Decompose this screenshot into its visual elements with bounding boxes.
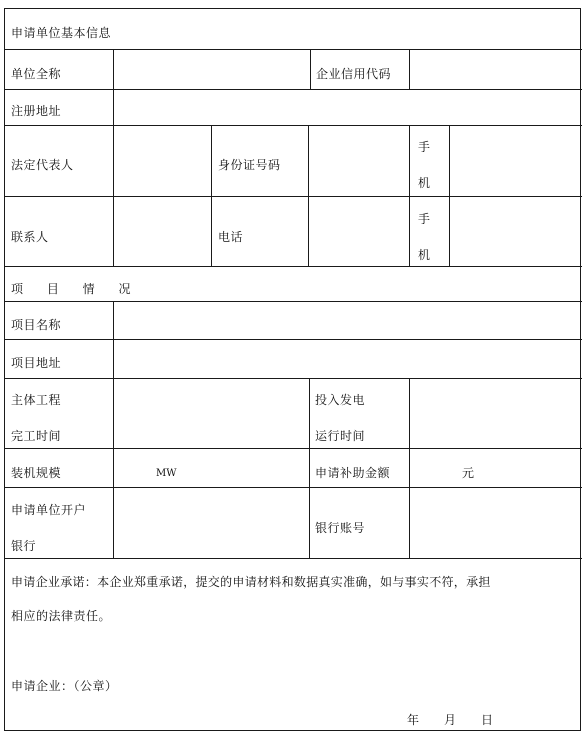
contact-field[interactable] (114, 197, 211, 266)
operation-time-field[interactable] (410, 379, 581, 448)
account-number-label: 银行账号 (315, 521, 366, 535)
date-year-label: 年 (407, 713, 420, 727)
contact-mobile-label-top: 手 (418, 212, 431, 226)
registered-address-field[interactable] (114, 90, 581, 125)
contact-mobile-field[interactable] (450, 197, 581, 266)
date-month-label: 月 (444, 713, 457, 727)
id-number-label: 身份证号码 (218, 158, 281, 172)
operation-time-label-bottom: 运行时间 (315, 429, 366, 443)
subsidy-amount-field[interactable] (410, 449, 581, 487)
rule (211, 125, 212, 266)
date-day-label: 日 (481, 713, 494, 727)
commitment-text-line-2: 相应的法律责任。 (11, 609, 112, 623)
legal-rep-mobile-label-top: 手 (418, 140, 431, 154)
bank-label-top: 申请单位开户 (11, 503, 87, 517)
subsidy-amount-unit: 元 (462, 466, 475, 480)
credit-code-field[interactable] (410, 50, 581, 89)
project-address-field[interactable] (114, 340, 581, 378)
commitment-text-line-1: 申请企业承诺：本企业郑重承诺，提交的申请材料和数据真实准确，如与事实不符，承担 (11, 575, 491, 589)
section-heading-applicant: 申请单位基本信息 (11, 26, 112, 40)
completion-time-label-top: 主体工程 (11, 393, 62, 407)
unit-name-field[interactable] (114, 50, 310, 89)
contact-mobile-label-bottom: 机 (418, 248, 431, 262)
bank-field[interactable] (114, 488, 309, 558)
section-heading-project: 项 目 情 况 (11, 282, 141, 296)
id-number-field[interactable] (309, 126, 409, 196)
legal-rep-mobile-label-bottom: 机 (418, 176, 431, 190)
project-address-label: 项目地址 (11, 356, 62, 370)
credit-code-label: 企业信用代码 (316, 67, 392, 81)
phone-label: 电话 (218, 230, 244, 244)
rule (5, 558, 582, 559)
capacity-unit: MW (156, 468, 177, 479)
capacity-label: 装机规模 (11, 466, 62, 480)
unit-name-label: 单位全称 (11, 67, 62, 81)
subsidy-application-form (4, 8, 581, 731)
legal-rep-field[interactable] (114, 126, 211, 196)
phone-field[interactable] (309, 197, 409, 266)
legal-rep-mobile-field[interactable] (450, 126, 581, 196)
legal-rep-label: 法定代表人 (11, 158, 74, 172)
completion-time-field[interactable] (114, 379, 309, 448)
account-number-field[interactable] (410, 488, 581, 558)
bank-label-bottom: 银行 (11, 539, 37, 553)
operation-time-label-top: 投入发电 (315, 393, 366, 407)
registered-address-label: 注册地址 (11, 104, 62, 118)
signature-seal-area[interactable] (125, 659, 345, 699)
contact-label: 联系人 (11, 230, 49, 244)
capacity-field[interactable] (114, 449, 309, 487)
subsidy-amount-label: 申请补助金额 (315, 466, 391, 480)
rule (409, 125, 410, 266)
rule (309, 378, 310, 558)
project-name-field[interactable] (114, 302, 581, 339)
rule (310, 49, 311, 89)
completion-time-label-bottom: 完工时间 (11, 429, 62, 443)
rule (5, 266, 582, 267)
signature-seal-label: 申请企业：（公章） (11, 679, 118, 693)
project-name-label: 项目名称 (11, 318, 62, 332)
